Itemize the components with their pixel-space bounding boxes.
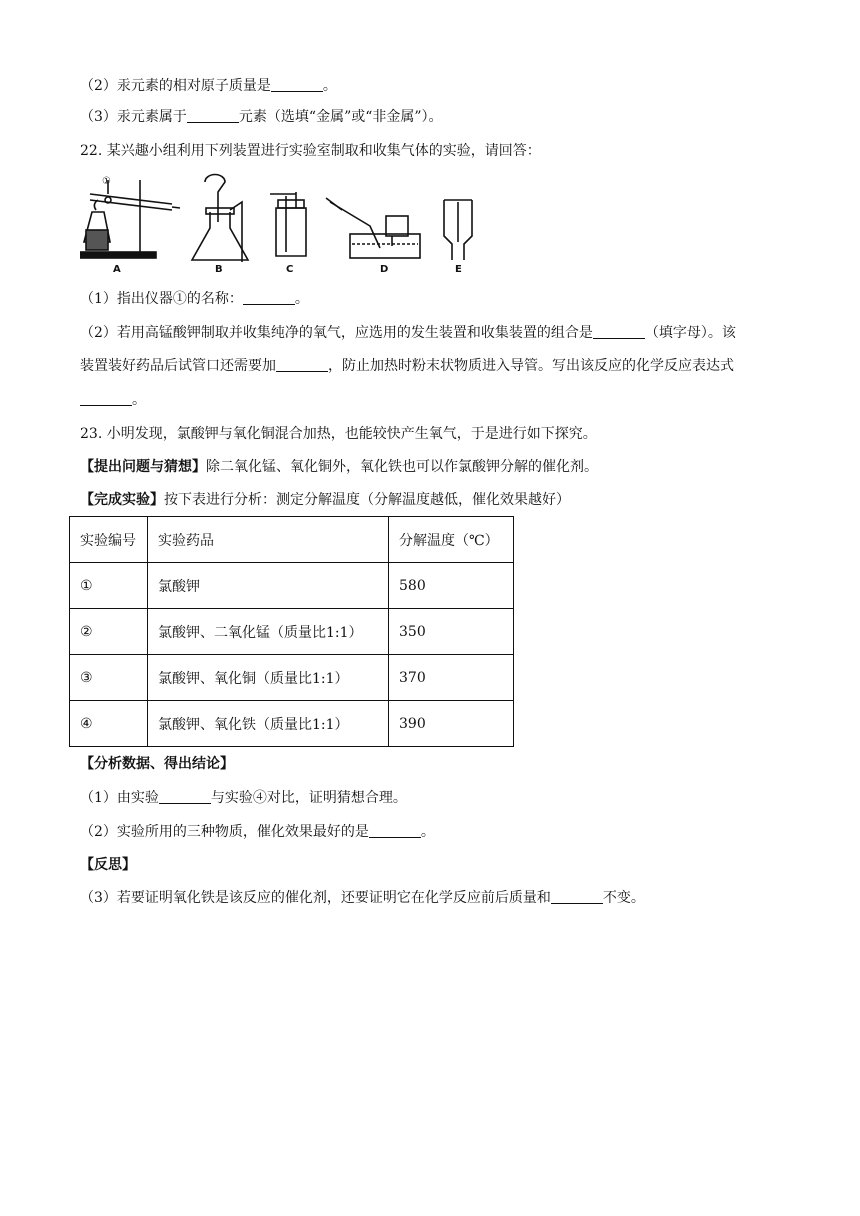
table-header: 实验药品 xyxy=(148,517,389,563)
apparatus-marker-1: ① xyxy=(102,176,111,187)
apparatus-label-c: C xyxy=(286,264,294,275)
table-row: ① 氯酸钾 580 xyxy=(70,563,514,609)
table-header: 实验编号 xyxy=(70,517,148,563)
q22-part2-line1: （2）若用高锰酸钾制取并收集纯净的氧气，应选用的发生装置和收集装置的组合是 （填字母）。该 xyxy=(80,325,736,341)
table-row: ③ 氯酸钾、氧化铜（质量比1:1） 370 xyxy=(70,655,514,701)
q23-reflect-heading: 【反思】 xyxy=(80,857,136,873)
q21-part2: （2）汞元素的相对原子质量是 。 xyxy=(80,78,337,94)
answer-blank[interactable] xyxy=(271,77,323,92)
q21-part3: （3）汞元素属于 元素（选填“金属”或“非金属”）。 xyxy=(80,109,443,125)
answer-blank[interactable] xyxy=(187,108,239,123)
apparatus-label-e: E xyxy=(455,264,462,275)
q23-part3: （3）若要证明氧化铁是该反应的催化剂，还要证明它在化学反应前后质量和 不变。 xyxy=(80,890,645,906)
answer-blank[interactable] xyxy=(593,324,645,339)
q23-part1: （1）由实验 与实验④对比，证明猜想合理。 xyxy=(80,790,407,806)
answer-blank[interactable] xyxy=(276,357,328,372)
q23-analysis-heading: 【分析数据、得出结论】 xyxy=(80,756,234,772)
apparatus-label-b: B xyxy=(215,264,223,275)
table-row: ② 氯酸钾、二氧化锰（质量比1:1） 350 xyxy=(70,609,514,655)
apparatus-label-a: A xyxy=(113,264,121,275)
answer-blank[interactable] xyxy=(243,290,295,305)
table-row: ④ 氯酸钾、氧化铁（质量比1:1） 390 xyxy=(70,701,514,747)
apparatus-label-d: D xyxy=(380,264,389,275)
answer-blank[interactable] xyxy=(80,391,132,406)
q22-part2-line3: 。 xyxy=(80,390,146,410)
q23-stem: 23. 小明发现，氯酸钾与氧化铜混合加热，也能较快产生氧气，于是进行如下探究。 xyxy=(80,426,597,442)
table-header-row xyxy=(70,517,514,563)
answer-blank[interactable] xyxy=(369,823,421,838)
lab-apparatus-figure xyxy=(80,172,490,277)
q22-part1: （1）指出仪器①的名称： 。 xyxy=(80,291,309,307)
q23-experiment: 【完成实验】按下表进行分析：测定分解温度（分解温度越低，催化效果越好） xyxy=(80,492,570,508)
q23-hypothesis: 【提出问题与猜想】除二氧化锰、氧化铜外，氧化铁也可以作氯酸钾分解的催化剂。 xyxy=(80,459,598,475)
experiment-table xyxy=(69,516,514,747)
answer-blank[interactable] xyxy=(159,789,211,804)
answer-blank[interactable] xyxy=(551,889,603,904)
q22-part2-line2: 装置装好药品后试管口还需要加 ，防止加热时粉末状物质进入导管。写出该反应的化学反应表达式 xyxy=(80,358,734,374)
q22-stem: 22. 某兴趣小组利用下列装置进行实验室制取和收集气体的实验，请回答： xyxy=(80,143,541,159)
q23-part2: （2）实验所用的三种物质，催化效果最好的是 。 xyxy=(80,824,435,840)
table-header: 分解温度（℃） xyxy=(389,517,514,563)
